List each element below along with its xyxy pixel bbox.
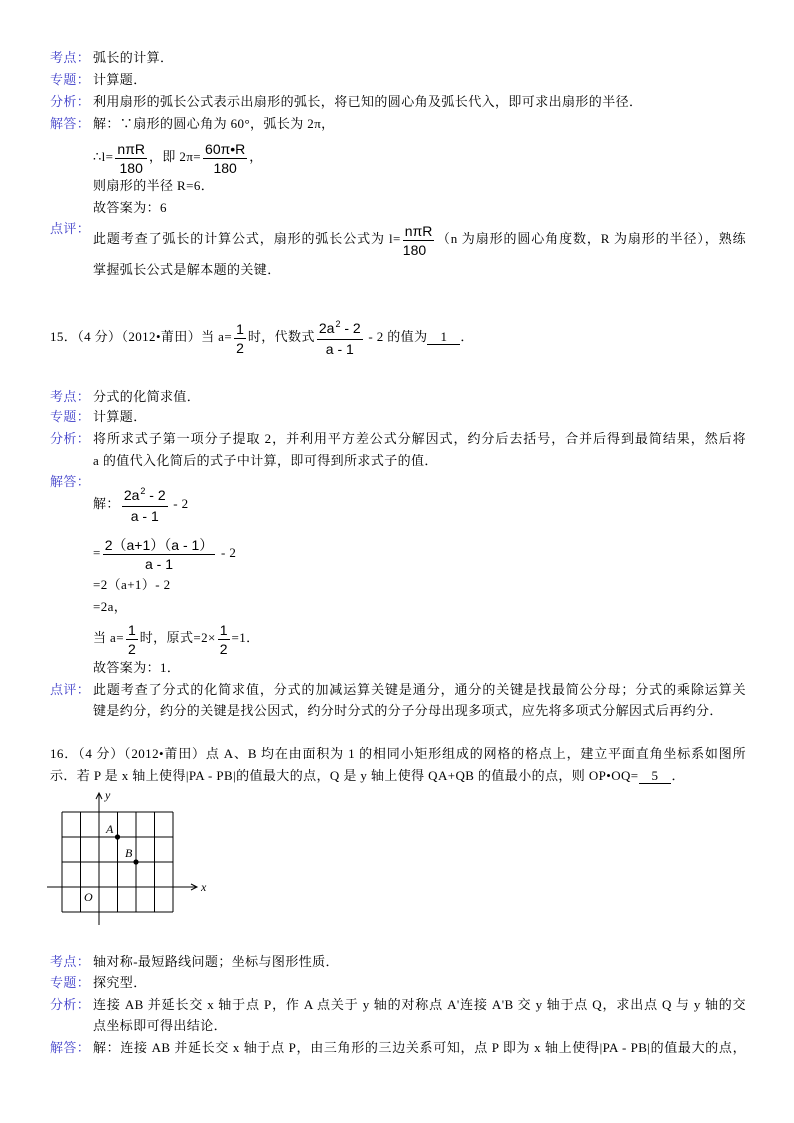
numerator: 1 [127,621,136,638]
jieda-label: 解答： [50,116,91,131]
zhuanti-label: 专题： [50,409,91,424]
jieda-line: 解：∵扇形的圆心角为 60°，弧长为 2π， [93,116,335,131]
jieda-line: 解：连接 AB 并延长交 x 轴于点 P，由三角形的三边关系可知，点 P 即为 x 轴上使得|PA - PB|的值最大的点， [93,1040,746,1055]
denominator: a - 1 [325,340,354,357]
kaodian-text: 弧长的计算． [93,50,174,65]
fraction [317,320,363,357]
answer-blank: 1 [427,330,460,345]
jieda-step [93,534,236,572]
jieda-label: 解答： [50,474,91,489]
grid-figure [40,785,215,930]
fenxi-text: 利用扇形的弧长公式表示出扇形的弧长，将已知的圆心角及弧长代入，即可求出扇形的半径． [93,94,643,109]
origin-label: O [84,890,94,904]
fraction [126,622,138,657]
kaodian-label: 考点： [50,954,91,969]
numerator-rest: - 2 [340,319,361,336]
jieda-formula-line [93,138,263,176]
numerator-rest: - 2 [145,486,166,503]
denominator: a - 1 [130,507,159,524]
point-b-label: B [125,846,133,860]
fraction [115,141,147,176]
stem-text: 时，代数式 [247,329,315,344]
formula-text: ，即 2π= [148,149,202,164]
jieda-line: 则扇形的半径 R=6． [93,178,215,193]
numerator: 1 [219,621,228,638]
fraction [103,537,216,572]
answer-blank: 5 [639,769,672,784]
step-text: 当 a= [93,630,124,645]
fenxi-label: 分析： [50,997,91,1012]
fraction [203,141,247,176]
jieda-answer: 故答案为：6 [93,200,167,215]
fenxi-line: 连接 AB 并延长交 x 轴于点 P，作 A 点关于 y 轴的对称点 A'连接 A'B 交 y 轴于点 Q，求出点 Q 与 y 轴的交 [93,997,746,1012]
numerator: nπR [117,140,145,157]
zhuanti-label: 专题： [50,72,91,87]
stem-text: 示．若 P 是 x 轴上使得|PA - PB|的值最大的点，Q 是 y 轴上使得 QA+QB 的值最小的点，则 OP•OQ= [50,768,639,783]
numerator: 60π•R [205,140,246,157]
dianping-text: 此题考查了弧长的计算公式，扇形的弧长公式为 l= [93,231,401,246]
numerator: 1 [236,320,244,337]
numerator [122,487,168,507]
numerator: 2（a+1）（a - 1） [104,536,214,553]
y-axis-label: y [105,788,111,802]
stem-text: 15．（4 分）（2012•莆田）当 a= [50,329,233,344]
numerator [317,320,363,340]
q15-stem [50,318,474,357]
fenxi-line: a 的值代入化简后的式子中计算，即可得到所求式子的值． [93,453,438,468]
step-text: - 2 [169,496,189,511]
fraction [218,622,230,657]
q16-stem-line: 16．（4 分）（2012•莆田）点 A、B 均在由面积为 1 的相同小矩形组成的网格的格点上，建立平面直角坐标系如图所 [50,746,746,761]
step-text: = [93,545,101,560]
denominator: 180 [119,159,143,176]
formula-text: ， [249,149,263,164]
dianping-label: 点评： [50,682,91,697]
fraction [403,223,435,258]
fraction [122,487,168,524]
dianping-label: 点评： [50,221,91,236]
denominator: 180 [213,159,237,176]
x-axis-label: x [201,880,207,894]
kaodian-text: 轴对称-最短路线问题；坐标与图形性质． [93,954,339,969]
numerator-base: 2a [318,319,335,336]
dianping-line: 掌握弧长公式是解本题的关键． [93,262,281,277]
q16-stem-line [50,768,685,784]
dianping-line [93,220,746,258]
jieda-step: =2a， [93,599,128,614]
kaodian-label: 考点： [50,50,91,65]
dianping-line: 此题考查了分式的化简求值，分式的加减运算关键是通分，通分的关键是找最简公分母；分式的乘除运算关 [93,682,746,697]
denominator: 2 [219,640,228,657]
denominator: 180 [402,241,427,258]
jieda-label: 解答： [50,1040,91,1055]
fenxi-label: 分析： [50,94,91,109]
grid-lines [62,812,173,912]
denominator: 2 [127,640,136,657]
kaodian-label: 考点： [50,389,91,404]
stem-text: ． [460,329,474,344]
numerator: nπR [404,222,433,239]
stem-text: - 2 的值为 [364,329,428,344]
exponent: 2 [140,485,146,496]
step-text: - 2 [217,545,237,560]
formula-text: ∴l= [93,149,114,164]
jieda-step [93,485,189,524]
point-a-label: A [106,822,114,836]
point-b [133,859,138,864]
step-text: =1． [231,630,260,645]
jieda-step [93,619,260,657]
fraction [234,321,246,356]
denominator: a - 1 [145,555,174,572]
zhuanti-text: 探究型． [93,975,147,990]
stem-text: ． [671,768,685,783]
zhuanti-text: 计算题． [93,409,147,424]
exponent: 2 [335,318,341,329]
dianping-text: （n 为扇形的圆心角度数，R 为扇形的半径），熟练 [436,231,746,246]
denominator: 2 [236,339,244,356]
fenxi-label: 分析： [50,431,91,446]
dianping-line: 键是约分，约分的关键是找公因式，约分时分式的分子分母出现多项式，应先将多项式分解因式后再约分． [93,703,723,718]
jieda-step: =2（a+1）- 2 [93,577,171,592]
kaodian-text: 分式的化简求值． [93,389,201,404]
fenxi-line: 将所求式子第一项分子提取 2，并利用平方差公式分解因式，约分后去括号，合并后得到最简结果，然后将 [93,431,746,446]
axes [47,793,197,925]
numerator-base: 2a [123,486,140,503]
jieda-answer: 故答案为：1． [93,660,181,675]
zhuanti-text: 计算题． [93,72,147,87]
step-text: 解： [93,496,120,511]
fenxi-line: 点坐标即可得出结论． [93,1018,228,1033]
point-a [115,834,120,839]
zhuanti-label: 专题： [50,975,91,990]
step-text: 时，原式=2× [139,630,216,645]
